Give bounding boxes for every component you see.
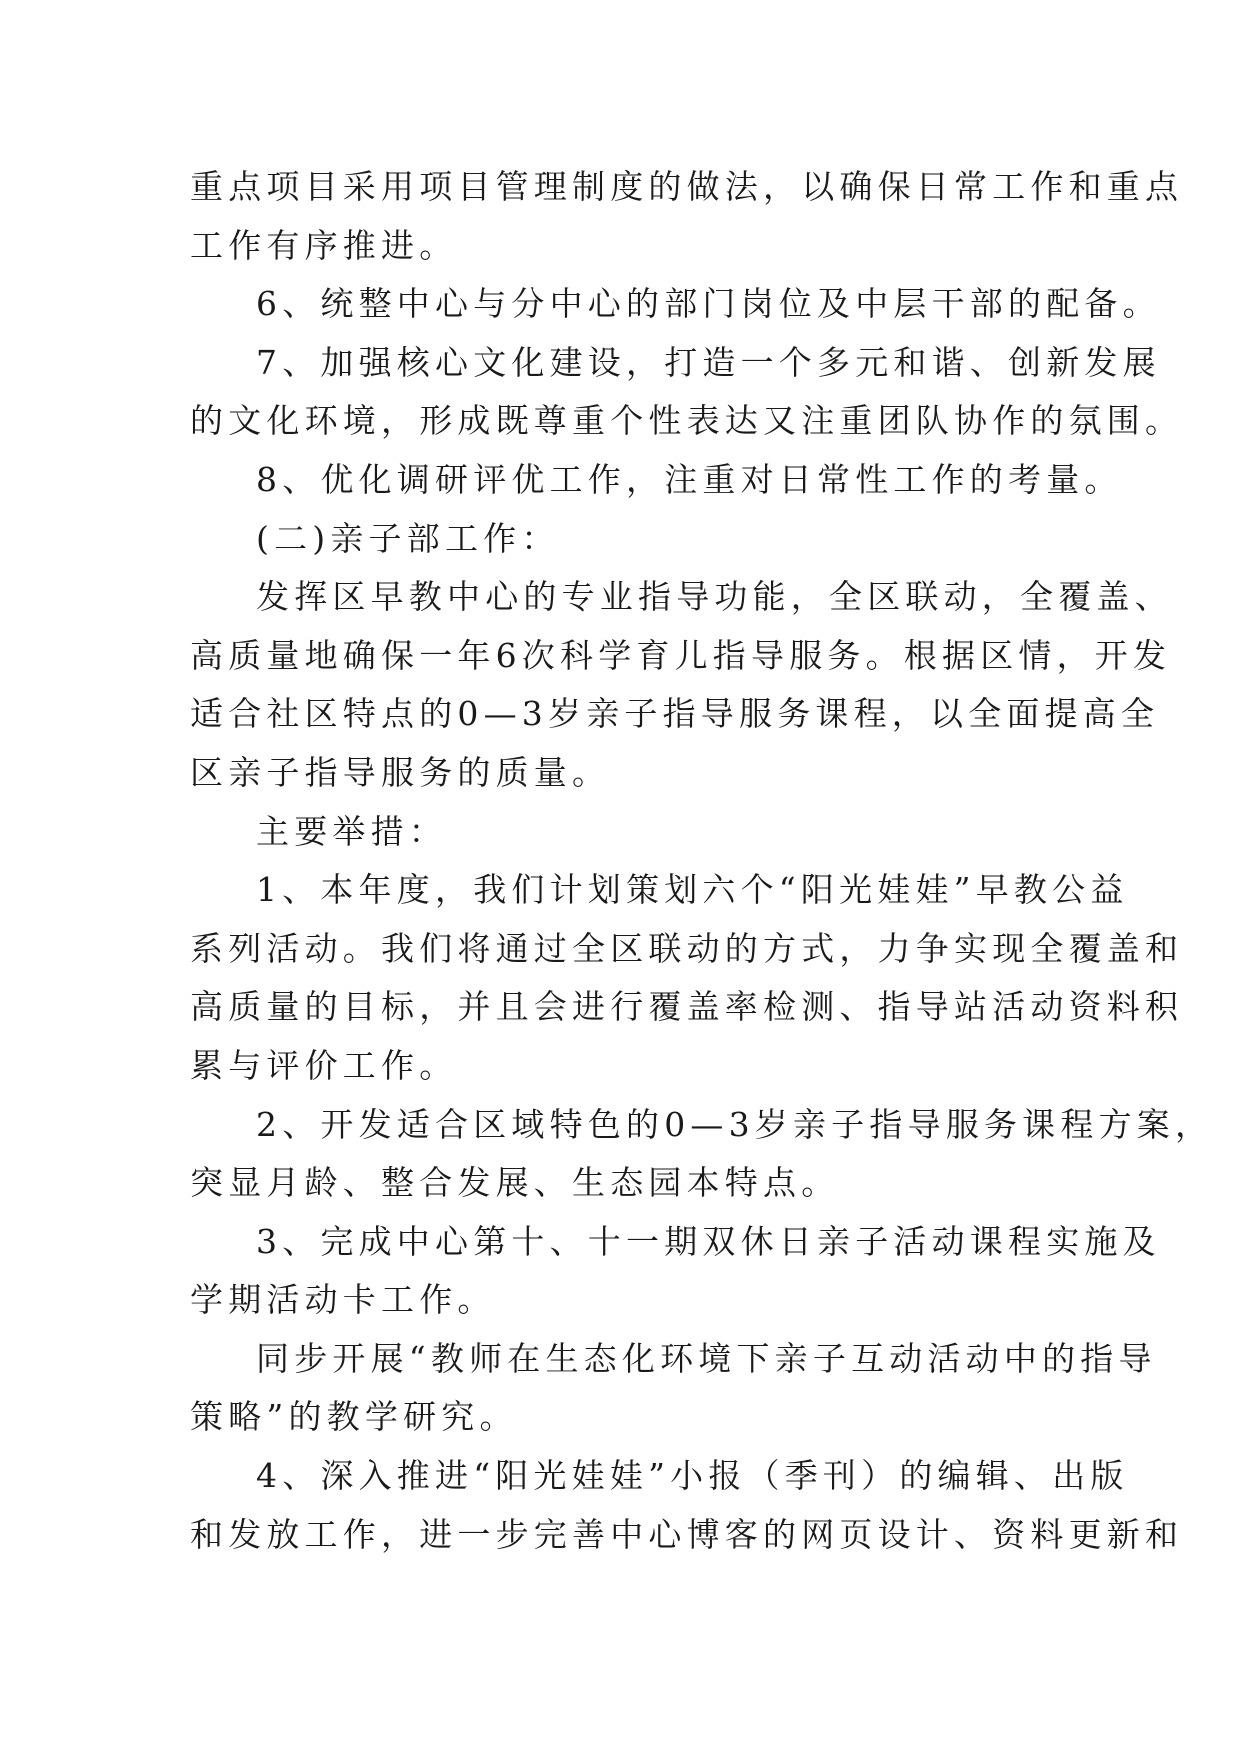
text-line: 高质量地确保一年6次科学育儿指导服务。根据区情，开发 bbox=[190, 635, 1172, 675]
text-line: 发挥区早教中心的专业指导功能，全区联动，全覆盖、 bbox=[256, 577, 1173, 617]
text-line: 累与评价工作。 bbox=[190, 1045, 458, 1085]
text-line: 高质量的目标，并且会进行覆盖率检测、指导站活动资料积 bbox=[190, 987, 1184, 1027]
text-line: 4、深入推进“阳光娃娃”小报（季刊）的编辑、出版 bbox=[256, 1456, 1129, 1496]
text-line: 工作有序推进。 bbox=[190, 225, 458, 265]
text-line: 同步开展“教师在生态化环境下亲子互动活动中的指导 bbox=[256, 1338, 1157, 1378]
text-line: 区亲子指导服务的质量。 bbox=[190, 752, 611, 792]
text-line: 突显月龄、整合发展、生态园本特点。 bbox=[190, 1163, 840, 1203]
text-line: 7、加强核心文化建设，打造一个多元和谐、创新发展 bbox=[256, 342, 1161, 382]
text-line: 6、统整中心与分中心的部门岗位及中层干部的配备。 bbox=[256, 284, 1161, 324]
text-line: 的文化环境，形成既尊重个性表达又注重团队协作的氛围。 bbox=[190, 401, 1184, 441]
document-body bbox=[190, 158, 1214, 1564]
text-line: 系列活动。我们将通过全区联动的方式，力争实现全覆盖和 bbox=[190, 928, 1184, 968]
text-line: 学期活动卡工作。 bbox=[190, 1280, 496, 1320]
text-line: 重点项目采用项目管理制度的做法，以确保日常工作和重点 bbox=[190, 167, 1184, 206]
subsection-heading: 主要举措： bbox=[256, 811, 447, 851]
text-line: 1、本年度，我们计划策划六个“阳光娃娃”早教公益 bbox=[256, 870, 1129, 910]
text-line: 和发放工作，进一步完善中心博客的网页设计、资料更新和 bbox=[190, 1514, 1184, 1554]
text-line: 适合社区特点的0—3岁亲子指导服务课程，以全面提高全 bbox=[190, 694, 1160, 734]
text-line: 策略”的教学研究。 bbox=[190, 1397, 518, 1437]
text-line: 8、优化调研评优工作，注重对日常性工作的考量。 bbox=[256, 459, 1123, 499]
text-line: 3、完成中心第十、十一期双休日亲子活动课程实施及 bbox=[256, 1221, 1161, 1261]
section-heading: (二)亲子部工作： bbox=[256, 518, 560, 558]
text-line: 2、开发适合区域特色的0—3岁亲子指导服务课程方案， bbox=[256, 1104, 1214, 1144]
